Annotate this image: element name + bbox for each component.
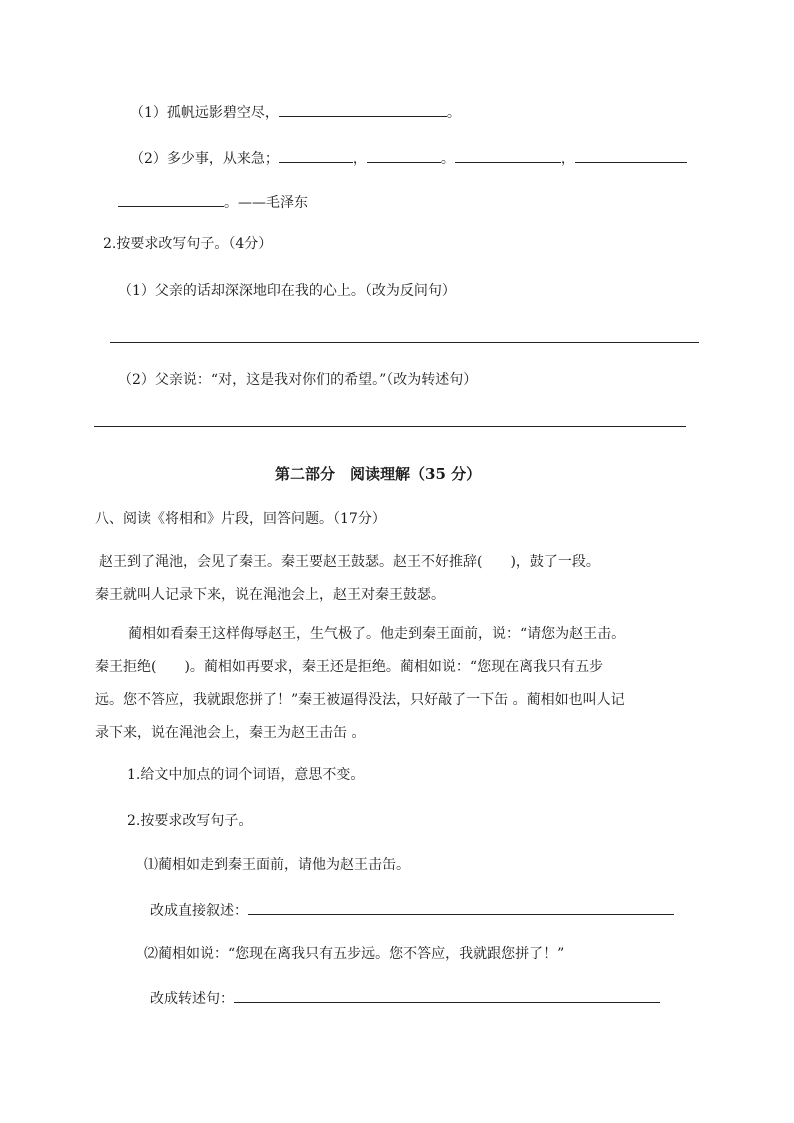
item-number: （2） [130,151,167,167]
sub-question: （1）父亲的话却深深地印在我的心上。（改为反问句） [118,283,456,299]
punct: 。 [440,151,455,167]
poem-item-1 [130,102,461,123]
item-text: 多少事，从来急； [166,151,279,167]
answer-blank[interactable] [367,148,441,163]
answer-line[interactable] [94,426,686,427]
sub-question: （2）父亲说：“对，这是我对你们的希望。”（改为转述句） [118,372,478,388]
poem-item-2-continued [118,192,308,213]
item-text: 孤帆远影碧空尽， [166,105,279,121]
answer-blank[interactable] [234,988,660,1003]
passage-line: 秦王拒绝( )。蔺相如再要求，秦王还是拒绝。蔺相如说：“您现在离我只有五步 [95,659,604,675]
answer-label: 改成直接叙述： [150,903,248,919]
item-text: 。——毛泽东 [224,195,308,211]
question-title: 八、阅读《将相和》片段，回答问题。（17分） [95,511,386,527]
question-title: 2.按要求改写句子。 [127,813,253,829]
section-heading: 第二部分 阅读理解（35 分） [275,465,482,483]
punct: 。 [446,105,461,121]
question-title: 1.给文中加点的词个词语，意思不变。 [127,767,365,783]
passage-line: 赵王到了渑池，会见了秦王。秦王要赵王鼓瑟。赵王不好推辞( )，鼓了一段。 [99,554,600,570]
answer-row [150,988,660,1009]
passage-line: 远。您不答应，我就跟您拼了！”秦王被逼得没法，只好敲了一下缶 。蔺相如也叫人记 [95,692,625,708]
answer-line[interactable] [110,342,699,343]
item-number: （1） [130,105,167,121]
answer-blank[interactable] [279,148,353,163]
sub-question: ⑵蔺相如说：“您现在离我只有五步远。您不答应，我就跟您拼了！” [144,946,565,962]
answer-blank[interactable] [279,102,447,117]
answer-label: 改成转述句： [150,991,234,1007]
answer-blank[interactable] [575,148,687,163]
poem-item-2 [130,148,687,169]
passage-line: 蔺相如看秦王这样侮辱赵王，生气极了。他走到秦王面前，说：“请您为赵王击。 [128,626,626,642]
punct: ， [352,151,367,167]
passage-line: 秦王就叫人记录下来，说在渑池会上，赵王对秦王鼓瑟。 [95,587,445,603]
answer-blank[interactable] [455,148,561,163]
question-title: 2.按要求改写句子。（4分） [103,236,273,252]
punct: ， [560,151,575,167]
reading-passage [95,546,705,750]
answer-blank[interactable] [118,192,224,207]
answer-row [150,900,674,921]
answer-blank[interactable] [248,900,674,915]
passage-line: 录下来，说在渑池会上，秦王为赵王击缶 。 [95,725,366,741]
sub-question: ⑴蔺相如走到秦王面前，请他为赵王击缶。 [144,857,410,873]
